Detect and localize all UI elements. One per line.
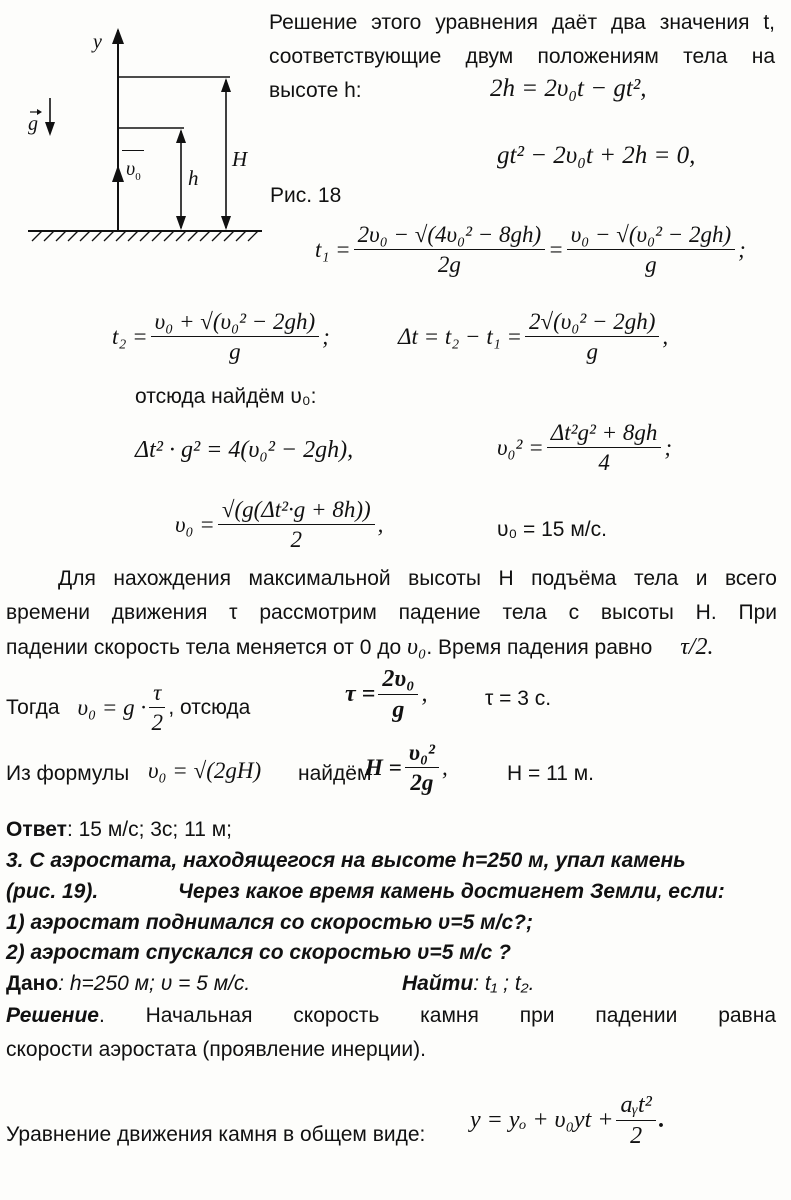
answer-value: : 15 м/с; 3с; 11 м;	[66, 818, 233, 841]
find-text: найдём	[298, 762, 372, 785]
tau-frac-den: g	[392, 697, 405, 724]
v0sq-lhs: υ₀² =	[497, 434, 544, 460]
intro-line-1: Решение этого уравнения даёт два значения t,	[269, 11, 775, 34]
solution-line-1	[6, 1004, 776, 1028]
H-formula: H = $\frac{\text{υ₀²}}{2g}$ ,	[365, 740, 448, 796]
para1-line-3a: падении скорость тела меняется от 0 до	[6, 636, 402, 659]
v0-num: √(g(Δt²·g + 8h))	[218, 497, 375, 525]
para1-line-3d: τ/2.	[680, 634, 714, 660]
v0-den: 2	[290, 527, 302, 553]
t2-num: υ₀ + √(υ₀² − 2gh)	[151, 309, 319, 337]
motion-eq-num: aᵧt²	[616, 1092, 655, 1121]
problem-line-2b: Через какое время камень достигнет Земли, если:	[178, 880, 725, 903]
intro-line-3: высоте h:	[269, 79, 362, 102]
t1-den-2: g	[645, 252, 657, 278]
H-lhs: H =	[365, 754, 402, 780]
problem-line-4: 2) аэростат спускался со скоростью υ=5 м/с ?	[6, 941, 511, 964]
para1-line-3	[6, 634, 713, 661]
dt-num: 2√(υ₀² − 2gh)	[525, 309, 659, 337]
v0-vector-bar	[122, 150, 144, 151]
given-label: Дано	[6, 972, 59, 995]
find-line	[402, 972, 535, 996]
find-v0-text: отсюда найдём υ₀:	[135, 385, 317, 408]
tau-result: τ = 3 с.	[485, 687, 552, 710]
motion-text: Уравнение движения камня в общем виде:	[6, 1123, 426, 1146]
intro-line-2: соответствующие двум положениям тела на	[269, 45, 775, 68]
equation-v0-sqrt: υ₀ = √(2gH)	[148, 758, 262, 783]
figure-18	[0, 0, 265, 250]
dt-lhs: Δt = t₂ − t₁ =	[398, 323, 522, 349]
motion-eq-den: 2	[630, 1123, 643, 1150]
H-den: 2g	[410, 770, 434, 796]
para1-line-1: Для нахождения максимальной высоты H подъёма тела и всего	[58, 567, 777, 590]
solution-line-2: скорости аэростата (проявление инерции).	[6, 1038, 426, 1061]
find-value: : t₁ ; t₂.	[473, 972, 535, 995]
solution-label: Решение	[6, 1004, 99, 1027]
find-label: Найти	[402, 972, 474, 995]
tau-lhs: τ =	[345, 681, 376, 708]
tau-frac-num: 2υ₀	[378, 666, 418, 695]
t1-lhs: t₁ =	[315, 236, 351, 262]
v0sq-num: Δt²g² + 8gh	[547, 420, 662, 448]
tau-then: Тогда	[6, 695, 60, 719]
para1-line-2: времени движения τ рассмотрим падение тела с высоты H. При	[6, 601, 777, 624]
g-label: g	[28, 113, 38, 135]
H-num: υ₀²	[405, 740, 439, 768]
problem-line-3: 1) аэростат поднимался со скоростью υ=5 м/с?;	[6, 911, 533, 934]
t1-equals: =	[548, 236, 564, 262]
para1-line-3c: . Время падения равно	[426, 636, 653, 659]
t2-den: g	[229, 339, 241, 365]
t1-den-1: 2g	[437, 252, 461, 278]
tau-num: τ	[149, 680, 165, 708]
answer-label: Ответ	[6, 818, 67, 841]
tau-formula: τ = $\frac{\text{2υ₀}}{g}$ ,	[345, 666, 428, 724]
t1-num-2: υ₀ − √(υ₀² − 2gh)	[567, 222, 735, 250]
motion-equation	[470, 1092, 665, 1150]
formula-t2: t₂ = $\frac{\text{υ₀ + √(υ₀² − 2gh)}}{g}$ ;	[112, 309, 330, 365]
tau-line	[6, 680, 250, 736]
v0-label: $\upsilon_0$	[126, 158, 141, 183]
v0-result: υ₀ = 15 м/с.	[497, 518, 607, 541]
motion-eq-end: .	[658, 1107, 665, 1134]
figure-caption: Рис. 18	[270, 184, 342, 207]
axis-y-label: y	[93, 31, 102, 53]
equation-quadratic: gt² − 2υ₀t + 2h = 0,	[497, 142, 696, 169]
H-result: H = 11 м.	[507, 762, 595, 785]
formula-v0-squared: υ₀² = $\frac{\text{Δt²g² + 8gh}}{4}$ ;	[497, 420, 673, 476]
solution-text-1: . Начальная скорость камня при падении равна	[98, 1004, 776, 1027]
formula-delta-t: Δt = t₂ − t₁ = $\frac{\text{2√(υ₀² − 2gh)}}{g}$ ,	[398, 309, 669, 365]
from-formula-text: Из формулы	[6, 762, 130, 785]
equation-2h: 2h = 2υ₀t − gt²,	[490, 75, 647, 102]
tau-eq-lhs: υ₀ = g ·	[77, 694, 147, 720]
tau-hence: , отсюда	[168, 695, 251, 719]
v0-arrowhead	[112, 165, 124, 182]
formula-t1: t₁ = $\frac{\text{2υ₀ − √(4υ₀² − 8gh)}}{2g}$ = $\frac{\text{υ₀ − √(υ₀² − 2gh)}}{g}$ ;	[315, 222, 746, 278]
given-line	[6, 972, 250, 996]
t2-lhs: t₂ =	[112, 323, 148, 349]
answer-line	[6, 818, 232, 842]
v0-lhs: υ₀ =	[175, 511, 215, 537]
tau-den: 2	[151, 710, 163, 736]
problem-line-1: 3. С аэростата, находящегося на высоте h=250 м, упал камень	[6, 849, 686, 872]
ground-hatching	[32, 231, 258, 241]
dt-den: g	[586, 339, 598, 365]
v0sq-den: 4	[598, 450, 610, 476]
equation-delta-t-squared: Δt² · g² = 4(υ₀² − 2gh),	[135, 437, 354, 463]
h-label: h	[188, 166, 199, 190]
H-label: H	[232, 147, 248, 171]
y-axis-arrowhead	[112, 28, 124, 44]
para1-line-3b: υ₀	[406, 634, 427, 660]
formula-v0: υ₀ = $\frac{\text{√(g(Δt²·g + 8h))}}{2}$ ,	[175, 497, 384, 553]
problem-line-2a: (рис. 19).	[6, 880, 99, 903]
t1-num-1: 2υ₀ − √(4υ₀² − 8gh)	[354, 222, 545, 250]
given-value: : h=250 м; υ = 5 м/с.	[58, 972, 251, 995]
motion-eq-lhs: y = yₒ + υ₀yt +	[470, 1107, 614, 1134]
